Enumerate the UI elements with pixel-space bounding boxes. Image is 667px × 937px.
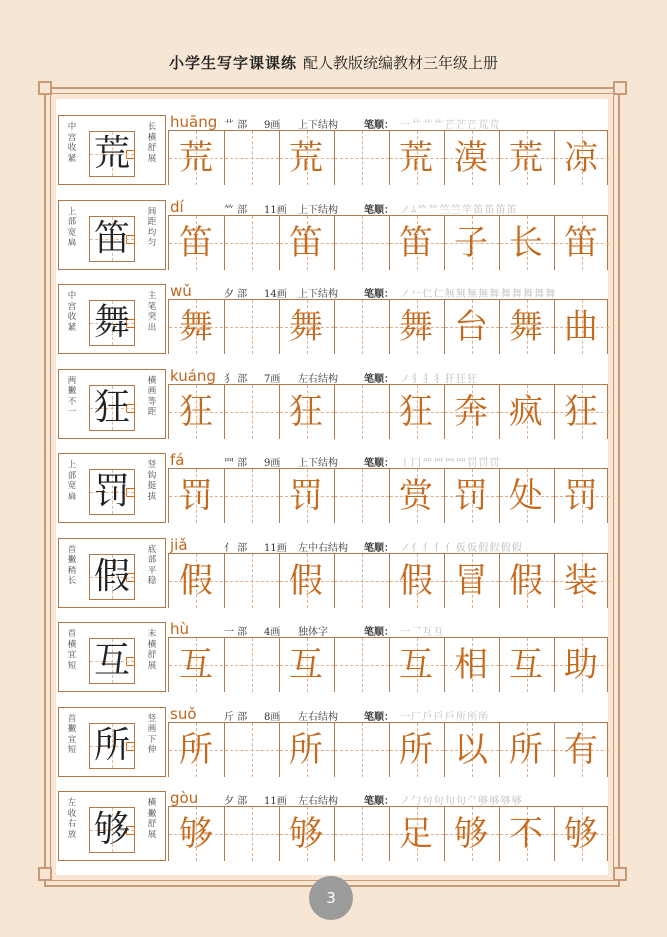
practice-char: 不 bbox=[509, 814, 543, 854]
practice-cell bbox=[334, 300, 389, 354]
practice-char: 狂 bbox=[289, 391, 323, 432]
practice-char: 子 bbox=[454, 222, 488, 263]
practice-grid bbox=[168, 553, 608, 608]
practice-cell bbox=[334, 554, 389, 608]
practice-cell bbox=[334, 131, 389, 185]
stroke-order: ノ 勹 句 句 句 句 ⺈ 够 够 够 够 bbox=[400, 796, 521, 807]
tip-left: 首撇稍长 bbox=[67, 544, 77, 586]
pinyin: hù bbox=[170, 620, 190, 638]
practice-char: 狂 bbox=[179, 391, 213, 432]
practice-char: 相 bbox=[454, 645, 488, 685]
pinyin: fá bbox=[170, 451, 185, 469]
practice-char: 够 bbox=[454, 814, 488, 854]
model-char-box bbox=[89, 723, 135, 769]
practice-char: 狂 bbox=[564, 391, 598, 432]
tip-left: 左收右放 bbox=[67, 798, 77, 840]
tip-left: 首撇宜短 bbox=[67, 713, 77, 755]
pinyin: jiǎ bbox=[170, 535, 188, 554]
practice-char: 假 bbox=[289, 560, 323, 601]
char-row bbox=[56, 107, 608, 183]
practice-cell bbox=[224, 385, 279, 439]
radical: 一 部 bbox=[224, 627, 248, 638]
practice-char: 互 bbox=[399, 645, 433, 685]
char-info bbox=[168, 536, 608, 553]
practice-char: 罚 bbox=[454, 476, 488, 516]
practice-cell bbox=[224, 300, 279, 354]
practice-char: 够 bbox=[289, 814, 323, 854]
structure: 左右结构 bbox=[298, 373, 338, 385]
pinyin: wǔ bbox=[170, 282, 192, 300]
char-row bbox=[56, 783, 608, 859]
practice-grid bbox=[168, 384, 608, 439]
stroke-order: ノ ﾑ ⺮ ⺮ 竺 竺 竿 笛 笛 笛 笛 bbox=[400, 204, 516, 216]
practice-grid bbox=[168, 468, 608, 523]
tip-right: 末横舒展 bbox=[147, 629, 157, 671]
char-info bbox=[168, 451, 608, 468]
char-info bbox=[168, 282, 608, 299]
model-char-panel bbox=[58, 369, 166, 439]
radical: 夕 部 bbox=[224, 796, 248, 807]
tip-left: 两撇不一 bbox=[67, 375, 77, 417]
structure: 上下结构 bbox=[298, 458, 338, 469]
model-char: 所 bbox=[93, 724, 130, 766]
model-char: 够 bbox=[93, 809, 130, 850]
practice-grid bbox=[168, 130, 608, 185]
practice-char: 舞 bbox=[509, 307, 543, 347]
practice-char: 够 bbox=[564, 814, 598, 854]
char-row bbox=[56, 530, 608, 606]
stroke-order: 一 艹 艹 艹 芒 芒 芒 荒 荒 bbox=[400, 120, 499, 131]
practice-char: 曲 bbox=[564, 307, 598, 347]
practice-char: 舞 bbox=[179, 307, 213, 347]
practice-char: 冒 bbox=[454, 560, 488, 601]
stroke-order-label: 笔顺： bbox=[364, 458, 394, 469]
char-row bbox=[56, 361, 608, 437]
tip-right: 竖钩挺拔 bbox=[147, 460, 157, 502]
practice-char: 台 bbox=[454, 307, 488, 347]
tip-right: 底部平稳 bbox=[147, 544, 157, 586]
tip-right: 横画等距 bbox=[147, 375, 157, 417]
model-char: 荒 bbox=[93, 133, 130, 174]
practice-char: 罚 bbox=[564, 476, 598, 516]
model-char-panel bbox=[58, 791, 166, 861]
stroke-order-label: 笔顺： bbox=[364, 542, 394, 554]
structure: 上下结构 bbox=[298, 120, 338, 131]
model-char: 舞 bbox=[93, 302, 130, 343]
frame-corner-bl bbox=[38, 867, 52, 881]
tip-left: 中宫收紧 bbox=[67, 122, 77, 164]
model-char-panel bbox=[58, 707, 166, 777]
structure: 上下结构 bbox=[298, 204, 338, 216]
practice-char: 假 bbox=[399, 560, 433, 601]
practice-cell bbox=[334, 216, 389, 270]
practice-char: 处 bbox=[509, 476, 543, 516]
structure: 上下结构 bbox=[298, 289, 338, 300]
char-row bbox=[56, 699, 608, 775]
practice-cell bbox=[334, 723, 389, 777]
practice-cell bbox=[334, 807, 389, 861]
practice-char: 罚 bbox=[289, 476, 323, 516]
model-char-box bbox=[89, 216, 135, 262]
practice-char: 笛 bbox=[399, 222, 433, 263]
tip-left: 上部宽扁 bbox=[67, 206, 77, 248]
model-char-box bbox=[89, 807, 135, 853]
practice-char: 以 bbox=[454, 729, 488, 770]
practice-char: 长 bbox=[509, 222, 543, 263]
practice-char: 漠 bbox=[454, 138, 488, 178]
practice-char: 罚 bbox=[179, 476, 213, 516]
model-char-panel bbox=[58, 622, 166, 692]
practice-char: 赏 bbox=[399, 476, 433, 516]
practice-char: 助 bbox=[564, 645, 598, 685]
radical: 罒 部 bbox=[224, 458, 248, 469]
stroke-order-label: 笔顺： bbox=[364, 627, 394, 638]
model-char-box bbox=[89, 131, 135, 177]
practice-grid bbox=[168, 637, 608, 692]
practice-cell bbox=[224, 554, 279, 608]
tip-right: 间距均匀 bbox=[147, 206, 157, 248]
radical: 斤 部 bbox=[224, 711, 248, 723]
model-char-panel bbox=[58, 200, 166, 270]
model-char-box bbox=[89, 554, 135, 600]
model-char: 笛 bbox=[93, 217, 130, 259]
char-info bbox=[168, 367, 608, 384]
stroke-order: ノ 亻 亻 亻 亻 仮 仮 假 假 假 假 bbox=[400, 542, 521, 554]
practice-cell bbox=[334, 385, 389, 439]
stroke-order-label: 笔顺： bbox=[364, 796, 394, 807]
structure: 左右结构 bbox=[298, 796, 338, 807]
stroke-order-label: 笔顺： bbox=[364, 120, 394, 131]
practice-char: 所 bbox=[179, 729, 213, 770]
pinyin: kuáng bbox=[170, 366, 216, 385]
model-char: 互 bbox=[93, 640, 130, 681]
model-char-panel bbox=[58, 538, 166, 608]
model-char-panel bbox=[58, 284, 166, 354]
tip-right: 横撇舒展 bbox=[147, 798, 157, 840]
tip-left: 中宫收紧 bbox=[67, 291, 77, 333]
radical: 夕 部 bbox=[224, 289, 248, 300]
model-char-box bbox=[89, 385, 135, 431]
stroke-count: 9画 bbox=[264, 120, 281, 131]
char-row bbox=[56, 614, 608, 690]
practice-char: 互 bbox=[179, 645, 213, 685]
pinyin: huāng bbox=[170, 113, 218, 131]
model-char: 罚 bbox=[93, 471, 130, 512]
stroke-count: 11画 bbox=[264, 796, 287, 807]
practice-char: 荒 bbox=[509, 138, 543, 178]
practice-char: 荒 bbox=[399, 138, 433, 178]
radical: 艹 部 bbox=[224, 120, 248, 131]
practice-char: 所 bbox=[289, 729, 323, 770]
stroke-order-label: 笔顺： bbox=[364, 204, 394, 216]
tip-right: 主笔突出 bbox=[147, 291, 157, 333]
stroke-order: 一 厂 戶 戶 戶 所 所 所 bbox=[400, 711, 488, 723]
stroke-order: ノ 犭 犭 犭 犴 狂 狂 bbox=[400, 373, 477, 385]
practice-cell bbox=[224, 216, 279, 270]
practice-cell bbox=[224, 469, 279, 523]
stroke-order: 一 乛 互 互 bbox=[400, 627, 443, 638]
practice-char: 所 bbox=[509, 729, 543, 770]
practice-char: 够 bbox=[179, 814, 213, 854]
tip-right: 长横舒展 bbox=[147, 122, 157, 164]
char-row bbox=[56, 192, 608, 268]
practice-char: 笛 bbox=[179, 222, 213, 263]
book-subtitle: 配人教版统编教材三年级上册 bbox=[303, 54, 499, 72]
practice-char: 假 bbox=[509, 560, 543, 601]
stroke-order: ノ 𠂉 仁 仁 無 無 無 無 舞 舞 舞 舞 舞 舞 bbox=[400, 289, 555, 300]
practice-char: 所 bbox=[399, 729, 433, 770]
tip-left: 首横宜短 bbox=[67, 629, 77, 671]
pinyin: suǒ bbox=[170, 704, 197, 723]
stroke-count: 9画 bbox=[264, 458, 281, 469]
practice-cell bbox=[224, 131, 279, 185]
practice-cell bbox=[334, 638, 389, 692]
practice-cell bbox=[334, 469, 389, 523]
stroke-count: 4画 bbox=[264, 627, 281, 638]
structure: 独体字 bbox=[298, 627, 328, 638]
frame-corner-tr bbox=[613, 81, 627, 95]
stroke-count: 14画 bbox=[264, 289, 287, 300]
practice-cell bbox=[224, 723, 279, 777]
practice-char: 舞 bbox=[399, 307, 433, 347]
page-header bbox=[0, 52, 667, 73]
char-info bbox=[168, 620, 608, 637]
char-row bbox=[56, 276, 608, 352]
tip-left: 上部宽扁 bbox=[67, 460, 77, 502]
pinyin: dí bbox=[170, 197, 184, 216]
frame-corner-tl bbox=[38, 81, 52, 95]
stroke-count: 11画 bbox=[264, 204, 287, 216]
stroke-order-label: 笔顺： bbox=[364, 289, 394, 300]
practice-char: 笛 bbox=[289, 222, 323, 263]
model-char-panel bbox=[58, 115, 166, 185]
practice-char: 荒 bbox=[289, 138, 323, 178]
practice-char: 假 bbox=[179, 560, 213, 601]
book-title: 小学生写字课课练 bbox=[168, 54, 297, 72]
radical: 犭 部 bbox=[224, 373, 248, 385]
model-char-panel bbox=[58, 453, 166, 523]
practice-grid bbox=[168, 299, 608, 354]
worksheet bbox=[56, 99, 608, 875]
frame-corner-br bbox=[613, 867, 627, 881]
practice-grid bbox=[168, 722, 608, 777]
model-char: 假 bbox=[93, 555, 130, 597]
practice-grid bbox=[168, 806, 608, 861]
radical: 亻 部 bbox=[224, 542, 248, 554]
stroke-order-label: 笔顺： bbox=[364, 711, 394, 723]
practice-char: 荒 bbox=[179, 138, 213, 178]
model-char-box bbox=[89, 638, 135, 684]
practice-char: 凉 bbox=[564, 138, 598, 178]
practice-char: 有 bbox=[564, 729, 598, 770]
practice-char: 笛 bbox=[564, 222, 598, 263]
stroke-order-label: 笔顺： bbox=[364, 373, 394, 385]
model-char: 狂 bbox=[93, 386, 130, 428]
structure: 左右结构 bbox=[298, 711, 338, 723]
practice-grid bbox=[168, 215, 608, 270]
char-info bbox=[168, 789, 608, 806]
stroke-count: 8画 bbox=[264, 711, 281, 723]
stroke-count: 7画 bbox=[264, 373, 281, 385]
practice-cell bbox=[224, 807, 279, 861]
structure: 左中右结构 bbox=[298, 542, 348, 554]
practice-char: 足 bbox=[399, 814, 433, 854]
practice-char: 奔 bbox=[454, 391, 488, 432]
practice-char: 互 bbox=[509, 645, 543, 685]
practice-char: 狂 bbox=[399, 391, 433, 432]
radical: ⺮ 部 bbox=[224, 204, 248, 216]
practice-cell bbox=[224, 638, 279, 692]
stroke-order: 丨 冂 罒 罒 罒 罒 罚 罚 罚 bbox=[400, 458, 499, 469]
model-char-box bbox=[89, 469, 135, 515]
model-char-box bbox=[89, 300, 135, 346]
char-row bbox=[56, 445, 608, 521]
tip-right: 竖画下伸 bbox=[147, 713, 157, 755]
char-info bbox=[168, 198, 608, 215]
stroke-count: 11画 bbox=[264, 542, 287, 554]
practice-char: 装 bbox=[564, 560, 598, 601]
practice-char: 疯 bbox=[509, 391, 543, 432]
char-info bbox=[168, 705, 608, 722]
pinyin: gòu bbox=[170, 789, 199, 807]
practice-char: 舞 bbox=[289, 307, 323, 347]
practice-char: 互 bbox=[289, 645, 323, 685]
page-number: 3 bbox=[309, 876, 353, 920]
char-info bbox=[168, 113, 608, 130]
